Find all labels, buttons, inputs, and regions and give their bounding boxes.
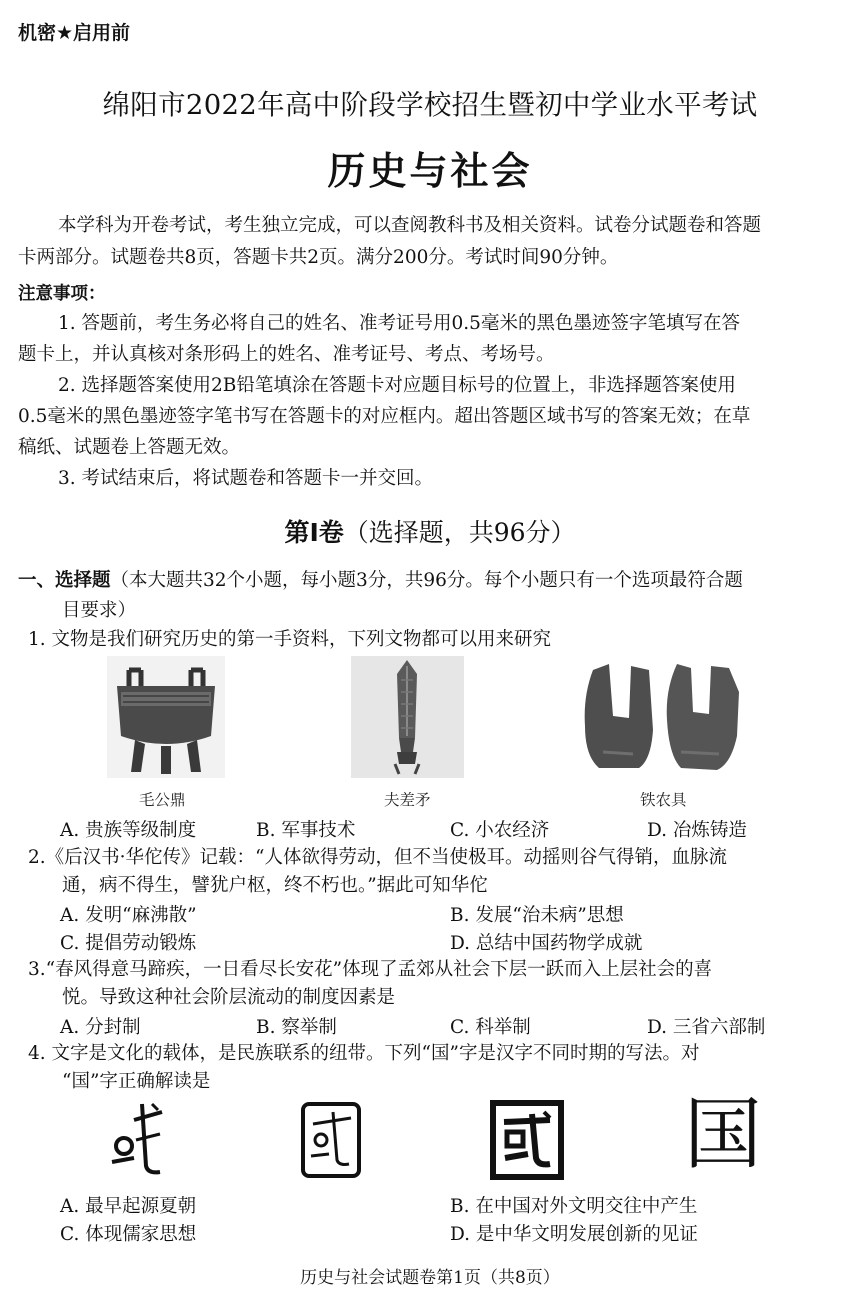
page-footer: 历史与社会试题卷第1页（共8页） xyxy=(300,1268,560,1288)
q1-stem: 1. 文物是我们研究历史的第一手资料，下列文物都可以用来研究 xyxy=(28,629,552,650)
part-description: （本大题共32个小题，每小题3分，共96分。每个小题只有一个选项最符合题 xyxy=(110,570,743,591)
q4-stem-line-1: 4. 文字是文化的载体，是民族联系的纽带。下列“国”字是汉字不同时期的写法。对 xyxy=(28,1043,700,1064)
q4-option-a: A. 最早起源夏朝 xyxy=(60,1196,197,1217)
q3-option-a: A. 分封制 xyxy=(60,1017,141,1038)
q2-option-a: A. 发明“麻沸散” xyxy=(60,905,197,926)
subject-title: 历史与社会 xyxy=(327,149,533,193)
q1-option-d: D. 冶炼铸造 xyxy=(647,820,747,841)
q2-stem-line-1: 2.《后汉书·华佗传》记载：“人体欲得劳动，但不当使极耳。动摇则谷气得销，血脉流 xyxy=(28,847,727,868)
intro-line-2: 卡两部分。试题卷共8页，答题卡共2页。满分200分。考试时间90分钟。 xyxy=(18,247,619,268)
bronze-ding-icon xyxy=(107,656,225,778)
q3-option-b: B. 察举制 xyxy=(256,1017,337,1038)
q1-option-a: A. 贵族等级制度 xyxy=(60,820,197,841)
q3-stem-line-1: 3.“春风得意马蹄疾，一日看尽长安花”体现了孟郊从社会下层一跃而入上层社会的喜 xyxy=(28,959,713,980)
q2-stem-line-2: 通，病不得生，譬犹户枢，终不朽也。”据此可知华佗 xyxy=(62,875,488,896)
q2-option-c: C. 提倡劳动锻炼 xyxy=(60,933,197,954)
notice-item-2-line-2: 0.5毫米的黑色墨迹签字笔书写在答题卡的对应框内。超出答题区域书写的答案无效；在草 xyxy=(18,406,751,427)
iron-farm-tool-icon xyxy=(573,656,753,786)
fuchai-spear-image xyxy=(351,656,464,778)
q2-option-b: B. 发展“治未病”思想 xyxy=(450,905,624,926)
part-description-line-2: 目要求） xyxy=(62,600,137,621)
q1-option-c: C. 小农经济 xyxy=(450,820,550,841)
exam-title: 绵阳市2022年高中阶段学校招生暨初中学业水平考试 xyxy=(102,89,758,121)
notice-item-3-line-1: 3. 考试结束后，将试题卷和答题卡一并交回。 xyxy=(58,468,434,489)
guo-oracle-glyph xyxy=(108,1100,168,1180)
guo-simplified-glyph: 国 xyxy=(684,1090,763,1180)
notice-item-2-line-1: 2. 选择题答案使用2B铅笔填涂在答题卡对应题目标号的位置上，非选择题答案使用 xyxy=(58,375,736,396)
guo-bronze-glyph xyxy=(299,1100,363,1180)
notice-item-1-line-1: 1. 答题前，考生务必将自己的姓名、准考证号用0.5毫米的黑色墨迹签字笔填写在答 xyxy=(58,313,740,334)
q1-caption-spear: 夫差矛 xyxy=(384,791,431,809)
iron-tools-image xyxy=(573,656,753,786)
q4-option-d: D. 是中华文明发展创新的见证 xyxy=(450,1224,698,1245)
notice-item-1-line-2: 题卡上，并认真核对条形码上的姓名、准考证号、考点、考场号。 xyxy=(18,344,555,365)
oracle-bone-guo-icon xyxy=(108,1100,168,1180)
notice-heading: 注意事项： xyxy=(18,284,106,304)
bronze-spear-icon xyxy=(351,656,464,778)
maogong-ding-image xyxy=(107,656,225,778)
q2-option-d: D. 总结中国药物学成就 xyxy=(450,933,643,954)
q3-stem-line-2: 悦。导致这种社会阶层流动的制度因素是 xyxy=(62,987,396,1008)
notice-item-2-line-3: 稿纸、试题卷上答题无效。 xyxy=(18,437,241,458)
intro-line-1: 本学科为开卷考试，考生独立完成，可以查阅教科书及相关资料。试卷分试题卷和答题 xyxy=(58,215,762,236)
traditional-guo-icon xyxy=(490,1100,564,1180)
section-title-rest: （选择题，共96分） xyxy=(343,518,576,547)
q1-caption-iron-tools: 铁农具 xyxy=(640,791,687,809)
part-label: 一、选择题 xyxy=(18,570,111,591)
q4-option-b: B. 在中国对外文明交往中产生 xyxy=(450,1196,698,1217)
section-title-bold: 第Ⅰ卷 xyxy=(284,518,344,547)
bronze-script-guo-icon xyxy=(299,1100,363,1180)
confidential-label: 机密★启用前 xyxy=(18,22,131,44)
q4-option-c: C. 体现儒家思想 xyxy=(60,1224,197,1245)
section-title xyxy=(0,513,860,549)
q4-stem-line-2: “国”字正确解读是 xyxy=(62,1071,211,1092)
q1-option-b: B. 军事技术 xyxy=(256,820,356,841)
q3-option-c: C. 科举制 xyxy=(450,1017,531,1038)
guo-traditional-glyph xyxy=(490,1100,564,1180)
q1-caption-ding: 毛公鼎 xyxy=(139,791,186,809)
part-heading xyxy=(18,565,743,597)
q3-option-d: D. 三省六部制 xyxy=(647,1017,766,1038)
